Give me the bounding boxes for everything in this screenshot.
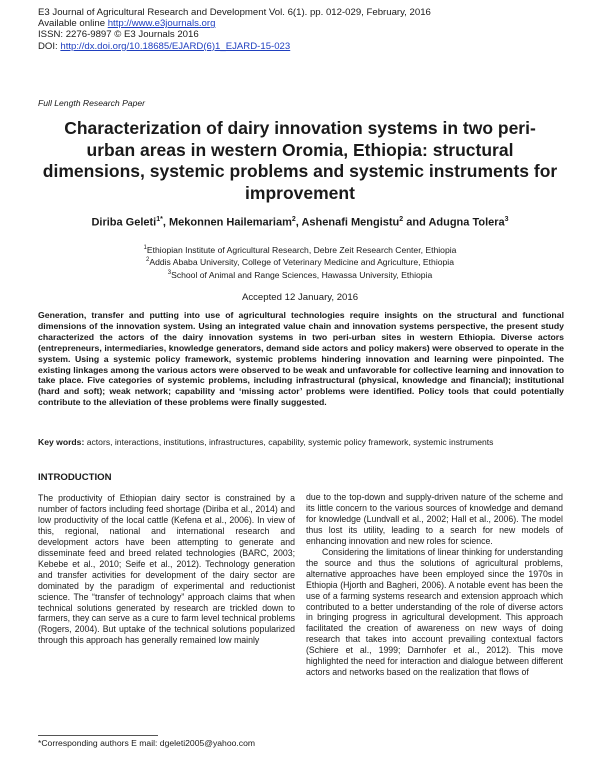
paper-title: Characterization of dairy innovation systems in two peri-urban areas in western Oromia, Ethiopia: structural dimensions, systemic problems and systemic instruments for improvement [42,118,558,203]
footnote-divider [38,735,158,736]
author-affiliation-mark: 2 [291,216,296,223]
abstract: Generation, transfer and putting into use of agricultural technologies require insights on the structural and functional dimensions of the innovation system. Using an integrated value chain and innovation systems perspective, the present study characterized the actors of the dairy innovation systems in two peri-urban sites in western Ethiopia. Diverse actors (entrepreneurs, intermediaries, knowledge generators, demand side actors and policy makers) were observed to operate in the system. Using a systemic policy framework, systemic problems hindering innovation and learning were pinpointed. The existing linkages among the various actors were observed to be weak and unfavorable for collective learning and innovation to take place. Five categories of systemic problems, including infrastructural (physical, knowledge and financial); institutional (hard and soft); weak network; capability and ‘missing actor’ problems were identified. Policy tools that could potentially contribute to the alleviation of these problems were finally suggested. [38,310,564,408]
affiliation-list [38,243,562,280]
affiliation-text: Ethiopian Institute of Agricultural Research, Debre Zeit Research Center, Ethiopia [146,244,457,255]
author-name: Mekonnen Hailemariam [168,216,292,229]
author-list [38,216,562,229]
author-name: Ashenafi Mengistu [301,216,400,229]
issn-line: ISSN: 2276-9897 © E3 Journals 2016 [38,29,199,41]
keywords-text: actors, interactions, institutions, infrastructures, capability, systemic policy framework, systemic instruments [84,437,494,447]
author-name: Diriba Geleti [91,216,157,229]
author-separator: and [403,216,429,229]
introduction-heading: INTRODUCTION [38,472,112,483]
author-name: Adugna Tolera [428,216,505,229]
keywords [38,437,564,447]
affiliation-mark: 1 [143,245,147,251]
affiliation-mark: 3 [167,269,172,276]
affiliation-item [38,268,562,280]
author-separator: , [295,216,302,229]
affiliation-item [38,243,562,255]
available-label: Available online [38,18,108,30]
doi-link[interactable]: http://dx.doi.org/10.18685/EJARD(6)1_EJARD-15-023 [60,40,291,52]
affiliation-text: School of Animal and Range Sciences, Hawassa University, Ethiopia [171,269,433,280]
journal-url-link[interactable]: http://www.e3journals.org [107,18,216,30]
intro-paragraph: due to the top-down and supply-driven nature of the scheme and its little concern to the various sources of knowledge and demand for knowledge (Lundvall et al., 2002; Hall et al., 2006). The model thus lost its utility, leading to a search for new models of enhancing innovation and new roles for science. [306,492,563,546]
author-separator: , [162,216,169,229]
paper-type: Full Length Research Paper [38,98,146,108]
keywords-label: Key words: [38,437,85,447]
affiliation-item [38,255,562,267]
corresponding-author-footnote: *Corresponding authors E mail: dgeleti2005@yahoo.com [38,738,256,748]
affiliation-text: Addis Ababa University, College of Veterinary Medicine and Agriculture, Ethiopia [149,257,454,268]
intro-paragraph: Considering the limitations of linear thinking for understanding the source and thus the solutions of agricultural problems, alternative approaches have been employed since the 1970s in Ethiopia (Hjorth and Bagheri, 2006). A notable event has been the use of a farming systems research and extension approach which contributed to a better understanding of the role of diverse actors in bringing progress in agricultural development. This approach facilitated the creation of awareness on new ways of doing research that takes into account prevailing contextual factors (Schiere et al., 1999; Darnhofer et al., 2012). This move highlighted the need for interaction and dialogue between different actors and networks based on the realization that flows of [306,546,563,678]
author-affiliation-mark: 3 [504,216,509,223]
intro-paragraph: The productivity of Ethiopian dairy sector is constrained by a number of factors including feed shortage (Diriba et al., 2014) and low productivity of the local cattle (Kefena et al., 2006). In view of this, regional, national and international research and development actors have been attempting to generate and disseminate feed and breed related technologies (BARC, 2003; Kebebe et al., 2010; Seife et al., 2012). Technology generation and transfer activities for development of the dairy sector are dominated by the paradigm of experimental and reductionist science. The “transfer of technology” approach claims that when technical solutions generated by research are trickled down to farmers, they can serve as a cure to farm level technical problems (Rogers, 2004). But uptake of the technical solutions popularized through this approach has generally remained low mainly [38,493,295,646]
journal-header [38,7,431,52]
right-column [306,492,563,678]
journal-citation: E3 Journal of Agricultural Research and Development Vol. 6(1). pp. 012-029, February, 2016 [38,7,431,18]
author-affiliation-mark: 2 [399,216,404,223]
available-online-line [38,18,431,29]
author-affiliation-mark: 1* [156,216,163,223]
doi-line [38,41,431,52]
affiliation-mark: 2 [146,257,150,264]
accepted-date: Accepted 12 January, 2016 [241,292,359,303]
doi-label: DOI: [38,40,61,52]
left-column [38,493,295,646]
